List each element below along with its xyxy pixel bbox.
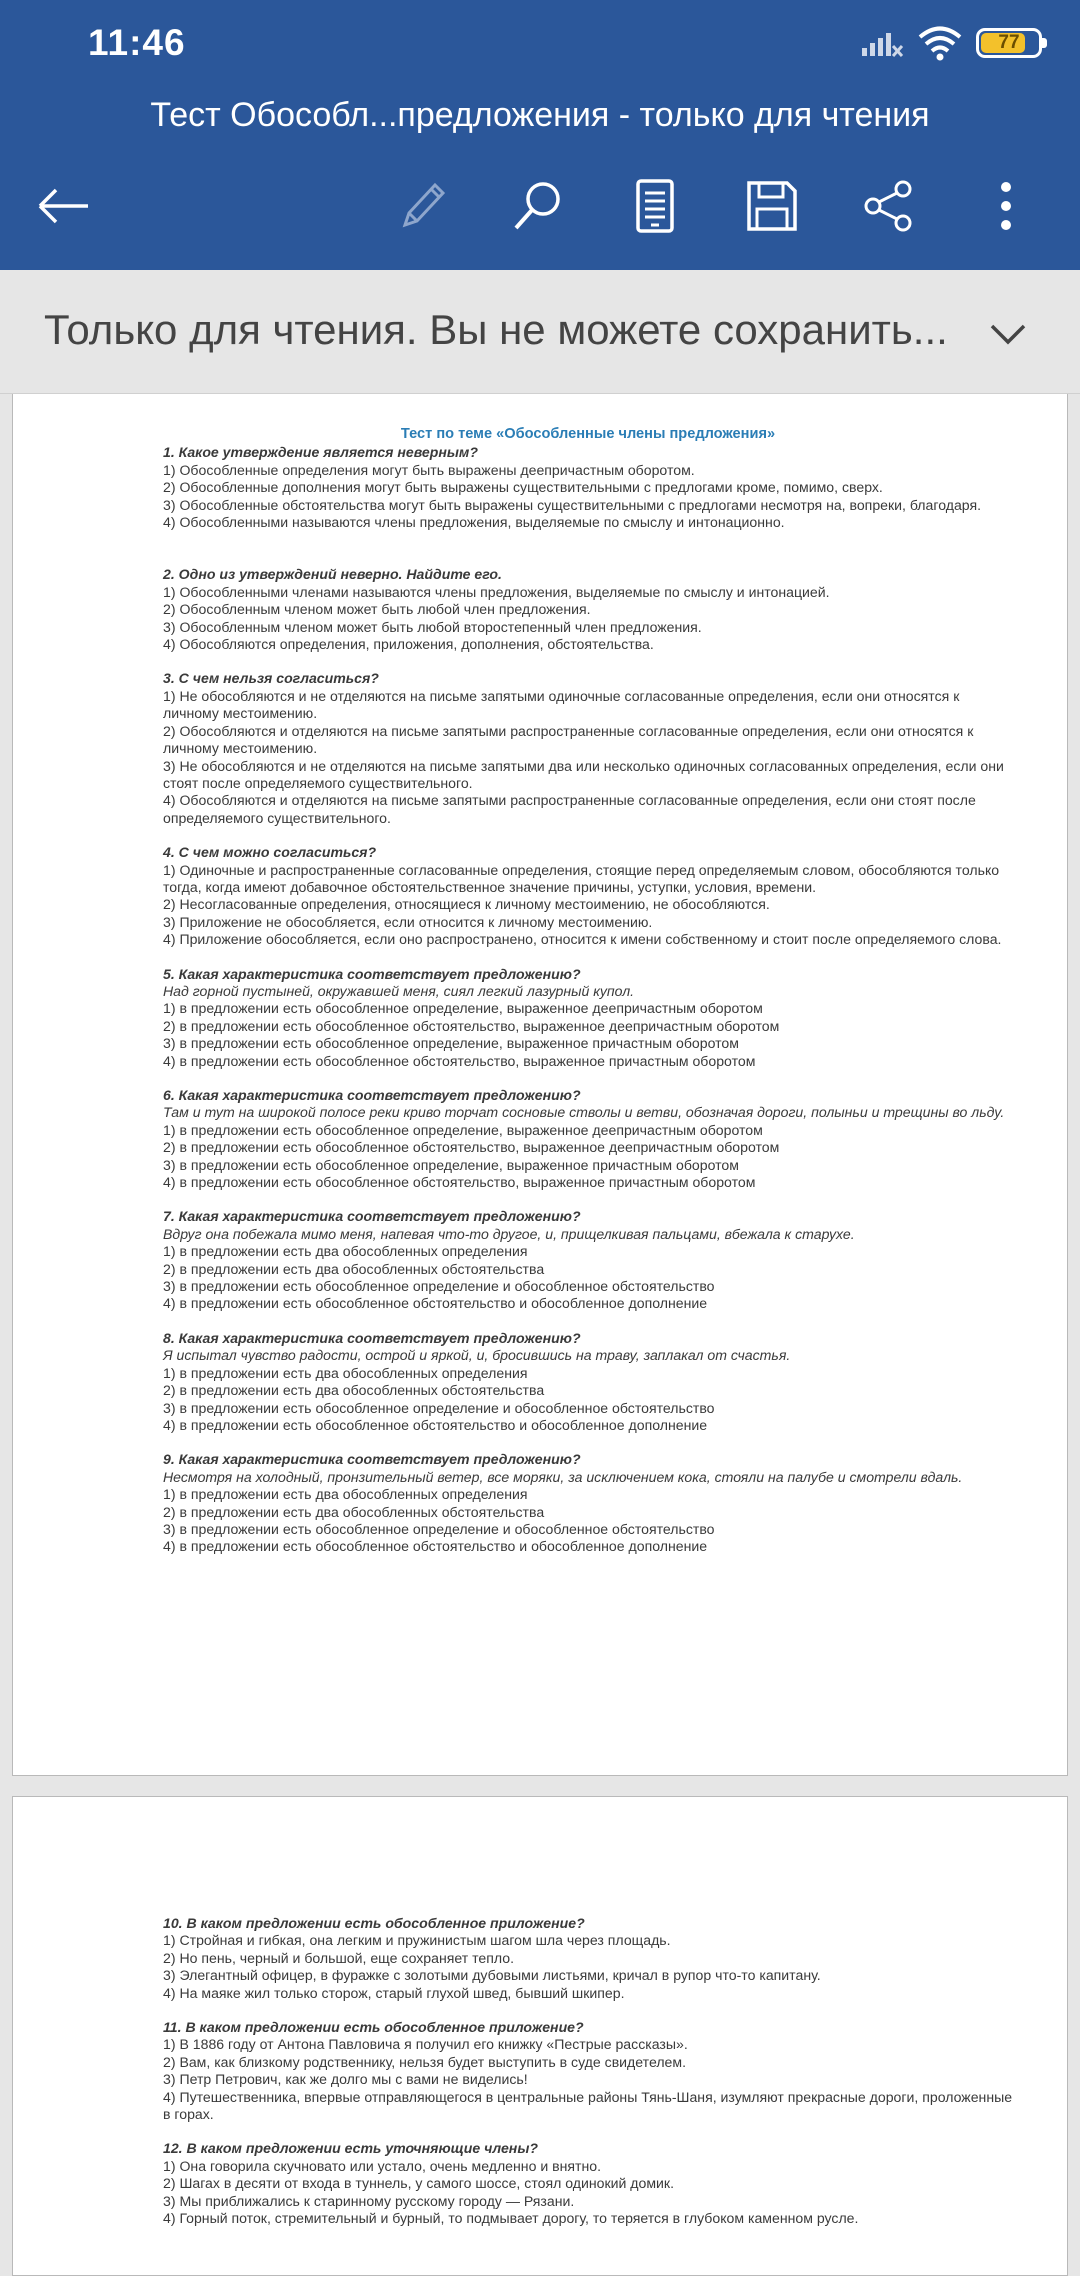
answer-option: 1) Стройная и гибкая, она легким и пружинистым шагом шла через площадь. (163, 1932, 671, 1949)
answer-option: 1) в предложении есть два обособленных определения (163, 1243, 528, 1260)
answer-option: 4) в предложении есть обособленное обстоятельство и обособленное дополнение (163, 1295, 708, 1312)
answer-option: 4) Обособленными называются члены предложения, выделяемые по смыслу и интонационно. (163, 514, 785, 531)
back-button[interactable] (28, 170, 100, 242)
back-arrow-icon (36, 186, 92, 226)
answer-option: 2) Обособленные дополнения могут быть выражены существительными с предлогами кроме, помимо, сверх. (163, 479, 883, 496)
answer-option: 1) Одиночные и распространенные согласованные определения, стоящие перед определяемым словом, обособляются только тогда, когда имеют добавочное обстоятельственное значение причины, уступки, условия, времени. (163, 861, 1000, 895)
question-block (163, 966, 1013, 1070)
answer-option: 3) Элегантный офицер, в фуражке с золотыми дубовыми листьями, кричал в рупор что-то капитану. (163, 1967, 821, 1984)
question-title: 11. В каком предложении есть обособленное приложение? (163, 2019, 584, 2036)
question-block (163, 670, 1013, 827)
question-block (163, 1208, 1013, 1312)
answer-option: 4) Обособляются и отделяются на письме запятыми распространенные согласованные определения, если они стоят после определяемого существительного. (163, 792, 976, 826)
question-block (163, 2140, 1013, 2227)
answer-option: 2) Шагах в десяти от входа в туннель, у самого шоссе, стоял одинокий домик. (163, 2175, 675, 2192)
question-block (163, 1087, 1013, 1191)
answer-option: 3) Обособленные обстоятельства могут быть выражены существительными с предлогами несмотря на, вопреки, благодаря. (163, 496, 982, 513)
page-2-content (163, 1915, 1013, 2245)
answer-option: 2) Несогласованные определения, относящиеся к личному местоимению, не обособляются. (163, 896, 770, 913)
read-only-banner[interactable] (0, 270, 1080, 394)
answer-option: 1) в предложении есть два обособленных определения (163, 1364, 528, 1381)
question-title: 1. Какое утверждение является неверным? (163, 444, 478, 461)
battery-icon (976, 28, 1042, 58)
answer-option: 2) Вам, как близкому родственнику, нельзя будет выступить в суде свидетелем. (163, 2053, 686, 2070)
example-sentence: Над горной пустыней, окружавшей меня, сиял легкий лазурный купол. (163, 982, 635, 999)
question-block (163, 2019, 1013, 2123)
answer-option: 3) в предложении есть обособленное определение и обособленное обстоятельство (163, 1278, 715, 1295)
answer-option: 1) в предложении есть обособленное определение, выраженное деепричастным оборотом (163, 1000, 763, 1017)
example-sentence: Несмотря на холодный, пронзительный ветер, все моряки, за исключением кока, стояли на палубе и смотрели вдаль. (163, 1468, 963, 1485)
answer-option: 2) Обособленным членом может быть любой член предложения. (163, 601, 591, 618)
answer-option: 1) Обособленные определения могут быть выражены деепричастным оборотом. (163, 461, 695, 478)
answer-option: 3) Мы приближались к старинному русскому городу — Рязани. (163, 2192, 575, 2209)
app-bar (0, 0, 1080, 270)
wifi-icon (916, 24, 964, 62)
example-sentence: Там и тут на широкой полосе реки криво торчат сосновые стволы и ветви, обозначая дороги, полыньи и трещины во льду. (163, 1104, 1005, 1121)
answer-option: 4) в предложении есть обособленное обстоятельство и обособленное дополнение (163, 1538, 708, 1555)
answer-option: 4) Путешественника, впервые отправляющегося в центральные районы Тянь-Шаня, изумляют прекрасные дороги, проложенные в горах. (163, 2088, 1013, 2123)
answer-option: 3) Петр Петрович, как же долго мы с вами не виделись! (163, 2071, 528, 2088)
battery-level: 77 (998, 32, 1020, 53)
document-page-2 (12, 1796, 1068, 2276)
question-block (163, 444, 1013, 531)
question-block (163, 1330, 1013, 1434)
question-title: 5. Какая характеристика соответствует предложению? (163, 965, 581, 982)
answer-option: 4) в предложении есть обособленное обстоятельство, выраженное причастным оборотом (163, 1052, 756, 1069)
answer-option: 1) в предложении есть два обособленных определения (163, 1486, 528, 1503)
answer-option: 1) Обособленными членами называются члены предложения, выделяемые по смыслу и интонацией. (163, 583, 830, 600)
answer-option: 3) Приложение не обособляется, если относится к личному местоимению. (163, 913, 653, 930)
search-button[interactable] (502, 170, 574, 242)
answer-option: 1) в предложении есть обособленное определение, выраженное деепричастным оборотом (163, 1121, 763, 1138)
example-sentence: Я испытал чувство радости, острой и яркой, и, бросившись на траву, заплакал от счастья. (163, 1347, 791, 1364)
chevron-down-icon[interactable] (986, 312, 1030, 356)
answer-option: 2) в предложении есть два обособленных обстоятельства (163, 1503, 545, 1520)
toolbar (0, 170, 1080, 242)
document-title: Тест Обособл...предложения - только для чтения (150, 96, 930, 134)
answer-option: 1) Не обособляются и не отделяются на письме запятыми одиночные согласованные определения, если они относятся к личному местоимению. (163, 687, 960, 722)
example-sentence: Вдруг она побежала мимо меня, напевая что-то другое, и, прищелкивая пальцами, вбежала к старухе. (163, 1225, 855, 1242)
share-icon (861, 179, 915, 233)
question-title: 6. Какая характеристика соответствует предложению? (163, 1087, 581, 1103)
answer-option: 4) На маяке жил только сторож, старый глухой швед, бывший шкипер. (163, 1984, 625, 2001)
question-title: 7. Какая характеристика соответствует предложению? (163, 1208, 581, 1225)
question-title: 10. В каком предложении есть обособленное приложение? (163, 1915, 585, 1931)
answer-option: 2) в предложении есть обособленное обстоятельство, выраженное деепричастным оборотом (163, 1139, 780, 1156)
search-icon (511, 179, 565, 233)
answer-option: 2) Но пень, черный и большой, еще сохраняет тепло. (163, 1949, 515, 1966)
question-title: 3. С чем нельзя согласиться? (163, 670, 379, 687)
answer-option: 2) в предложении есть обособленное обстоятельство, выраженное деепричастным оборотом (163, 1017, 780, 1034)
answer-option: 3) Не обособляются и не отделяются на письме запятыми два или несколько одиночных согласованных определения, если они стоят после определяемого существительного. (163, 757, 1004, 791)
document-page-1 (12, 394, 1068, 1776)
answer-option: 4) Горный поток, стремительный и бурный, то подмывает дорогу, то теряется в глубоком каменном русле. (163, 2210, 859, 2227)
reading-view-icon (635, 178, 675, 234)
question-title: 8. Какая характеристика соответствует предложению? (163, 1329, 581, 1346)
more-options-button[interactable] (970, 170, 1042, 242)
answer-option: 1) Она говорила скучновато или устало, очень медленно и внятно. (163, 2157, 602, 2174)
answer-option: 3) в предложении есть обособленное определение и обособленное обстоятельство (163, 1520, 715, 1537)
answer-option: 4) Приложение обособляется, если оно распространено, относится к имени собственному и стоит после определяемого слова. (163, 931, 1002, 948)
answer-option: 3) Обособленным членом может быть любой второстепенный член предложения. (163, 618, 702, 635)
signal-icon (860, 28, 904, 58)
test-heading: Тест по теме «Обособленные члены предложения» (400, 426, 776, 442)
status-bar (0, 0, 1080, 90)
question-block (163, 1915, 1013, 2002)
banner-text: Только для чтения. Вы не можете сохранить... (44, 306, 948, 353)
question-title: 12. В каком предложении есть уточняющие члены? (163, 2140, 538, 2157)
answer-option: 4) в предложении есть обособленное обстоятельство и обособленное дополнение (163, 1416, 708, 1433)
save-button[interactable] (736, 170, 808, 242)
question-block (163, 566, 1013, 653)
question-block (163, 1451, 1013, 1555)
page-1-content (163, 426, 1013, 1573)
answer-option: 2) Обособляются и отделяются на письме запятыми распространенные согласованные определения, если они относятся к личному местоимению. (163, 722, 974, 757)
more-icon (998, 179, 1014, 233)
question-title: 4. С чем можно согласиться? (163, 844, 377, 861)
question-title: 2. Одно из утверждений неверно. Найдите его. (163, 566, 502, 583)
share-button[interactable] (852, 170, 924, 242)
save-icon (745, 179, 799, 233)
pencil-icon (397, 179, 447, 233)
question-block (163, 844, 1013, 948)
answer-option: 1) В 1886 году от Антона Павловича я получил его книжку «Пестрые рассказы». (163, 2036, 688, 2053)
answer-option: 2) в предложении есть два обособленных обстоятельства (163, 1260, 545, 1277)
edit-button[interactable] (386, 170, 458, 242)
answer-option: 4) в предложении есть обособленное обстоятельство, выраженное причастным оборотом (163, 1174, 756, 1191)
status-time: 11:46 (88, 22, 186, 63)
answer-option: 4) Обособляются определения, приложения, дополнения, обстоятельства. (163, 636, 654, 653)
reading-view-button[interactable] (619, 170, 691, 242)
answer-option: 3) в предложении есть обособленное определение, выраженное причастным оборотом (163, 1156, 739, 1173)
question-title: 9. Какая характеристика соответствует предложению? (163, 1451, 581, 1468)
answer-option: 2) в предложении есть два обособленных обстоятельства (163, 1382, 545, 1399)
answer-option: 3) в предложении есть обособленное определение, выраженное причастным оборотом (163, 1035, 739, 1052)
answer-option: 3) в предложении есть обособленное определение и обособленное обстоятельство (163, 1399, 715, 1416)
